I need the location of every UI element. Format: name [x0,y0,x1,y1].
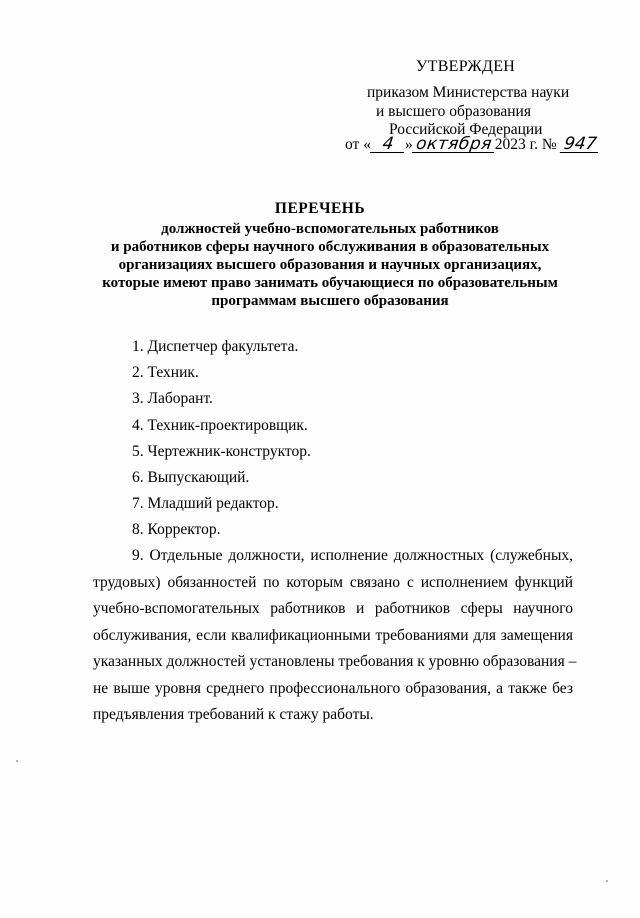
approval-heading: УТВЕРЖДЕН [416,58,516,75]
date-year: 2023 г. № [494,136,557,153]
list-item: 7. Младший редактор. [132,495,279,513]
paragraph-line: не выше уровня среднего профессионального образования, а также без [93,679,573,697]
list-item: 4. Техник-проектировщик. [132,416,308,434]
scan-speck [16,760,18,762]
paragraph-line: обслуживания, если квалификационными требованиями для замещения [93,626,573,644]
list-item: 5. Чертежник-конструктор. [132,442,311,460]
scan-speck [606,880,608,882]
item-9-paragraph [93,543,577,729]
order-number-handwritten: 947 [559,136,599,153]
list-item: 3. Лаборант. [132,390,213,408]
paragraph-line: трудовых) обязанностей по которым связано с исполнением функций [93,573,573,591]
paragraph-line: учебно-вспомогательных работников и работников сферы научного [93,600,573,617]
date-day-handwritten: 4 [370,136,406,153]
list-item: 8. Корректор. [132,521,221,539]
subtitle-line: и работников сферы научного обслуживания в образовательных [110,239,550,255]
date-prefix: от « [345,136,371,153]
document-subtitle [90,220,570,310]
subtitle-line: организациях высшего образования и научных организациях, [118,257,542,273]
list-item: 6. Выпускающий. [132,468,250,486]
subtitle-line: должностей учебно-вспомогательных работников [161,221,499,237]
order-line-2: и высшего образования [376,103,531,120]
subtitle-line: которые имеют право занимать обучающиеся по образовательным [102,275,558,291]
order-line-1: приказом Министерства науки [367,84,570,101]
date-month-handwritten: октября [412,136,496,153]
list-item: 2. Техник. [132,364,199,382]
date-mid: » [404,136,413,153]
paragraph-line: предъявления требований к стажу работы. [93,706,374,723]
paragraph-line: указанных должностей установлены требования к уровню образования – [93,653,577,670]
positions-list [132,338,311,548]
list-item: 1. Диспетчер факультета. [132,338,299,355]
order-date-line [345,136,599,154]
order-line-3: Российской Федерации [389,121,543,138]
paragraph-line: 9. Отдельные должности, исполнение должностных (служебных, [132,547,573,564]
subtitle-line: программам высшего образования [211,293,449,309]
document-title: ПЕРЕЧЕНЬ [274,200,366,217]
